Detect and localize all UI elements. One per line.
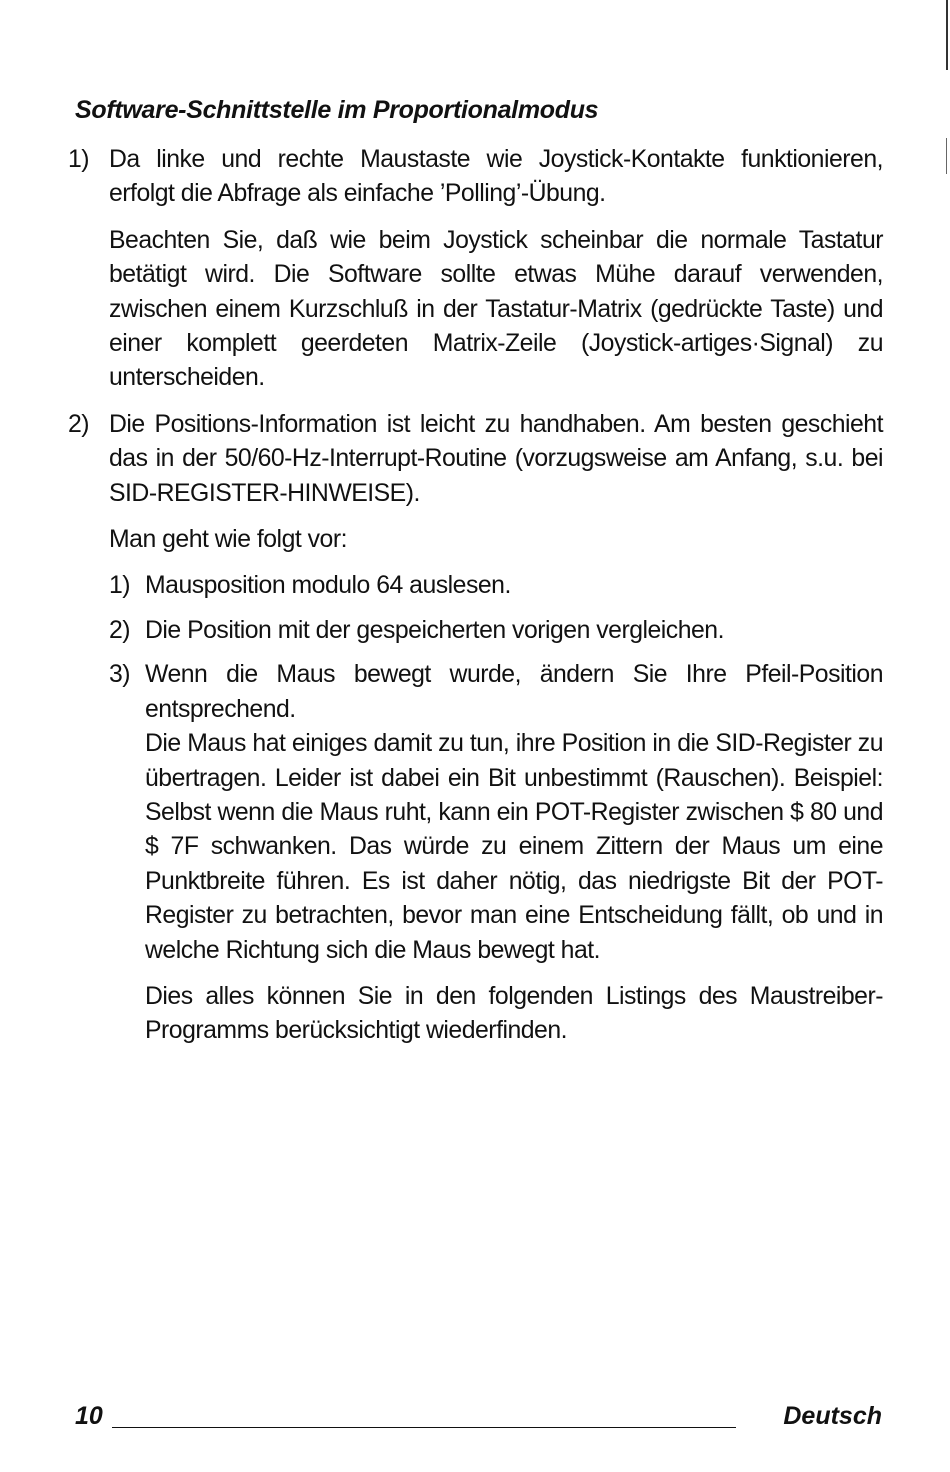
footer-language: Deutsch [783, 1402, 882, 1430]
step-text: Wenn die Maus bewegt wurde, ändern Sie Ihre Pfeil-Position entsprechend. [145, 661, 883, 723]
page-edge-mark [946, 0, 948, 70]
step-closing: Dies alles können Sie in den folgenden Listings des Maustreiber-Programms berücksichtigt wiederfinden. [145, 982, 883, 1045]
paragraph: Die Positions-Information ist leicht zu handhaben. Am besten geschieht das in der 50/60-Hz-Interrupt-Routine (vorzugsweise am Anfang, s.u. bei SID-REGISTER-HINWEISE). [109, 410, 883, 507]
paragraph: Da linke und rechte Maustaste wie Joystick-Kontakte funktionieren, erfolgt die Abfrage als einfache ’Polling’-Übung. [109, 146, 883, 208]
sub-step-3 [109, 658, 883, 1048]
paragraph: Beachten Sie, daß wie beim Joystick scheinbar die normale Tastatur betätigt wird. Die Software sollte etwas Mühe darauf verwenden, zwischen einem Kurzschluß in der Tastatur-Matrix (gedrückte Taste) und einer komplett geerdeten Matrix-Zeile (Joystick-artiges·Signal) zu unterscheiden. [109, 226, 883, 392]
item-number: 2) [68, 410, 90, 438]
step-number: 2) [109, 616, 131, 644]
page-number: 10 [75, 1402, 103, 1430]
list-item-1 [68, 143, 883, 396]
step-text: Die Position mit der gespeicherten vorigen vergleichen. [145, 616, 724, 644]
step-number: 1) [109, 572, 131, 600]
sub-step-2 [109, 614, 883, 648]
section-heading: Software-Schnittstelle im Proportionalmodus [75, 96, 599, 124]
step-text: Mausposition modulo 64 auslesen. [145, 572, 511, 600]
list-item-2 [68, 408, 883, 1049]
sub-step-1 [109, 569, 883, 603]
paragraph: Man geht wie folgt vor: [109, 526, 347, 554]
step-detail: Die Maus hat einiges damit zu tun, ihre Position in die SID-Register zu übertragen. Leider ist dabei ein Bit unbestimmt (Rauschen). Beispiel: Selbst wenn die Maus ruht, kann ein POT-Register zwischen $ 80 und $ 7F schwanken. Das würde zu einem Zittern der Maus um eine Punktbreite führen. Es ist daher nötig, das niedrigste Bit der POT-Register zu betrachten, bevor man eine Entscheidung fällt, ob und in welche Richtung sich die Maus bewegt hat. [145, 730, 883, 964]
item-number: 1) [68, 146, 90, 173]
page-edge-mark [946, 138, 947, 174]
body-text [68, 143, 883, 1049]
footer-rule [112, 1427, 736, 1428]
step-number: 3) [109, 661, 131, 689]
